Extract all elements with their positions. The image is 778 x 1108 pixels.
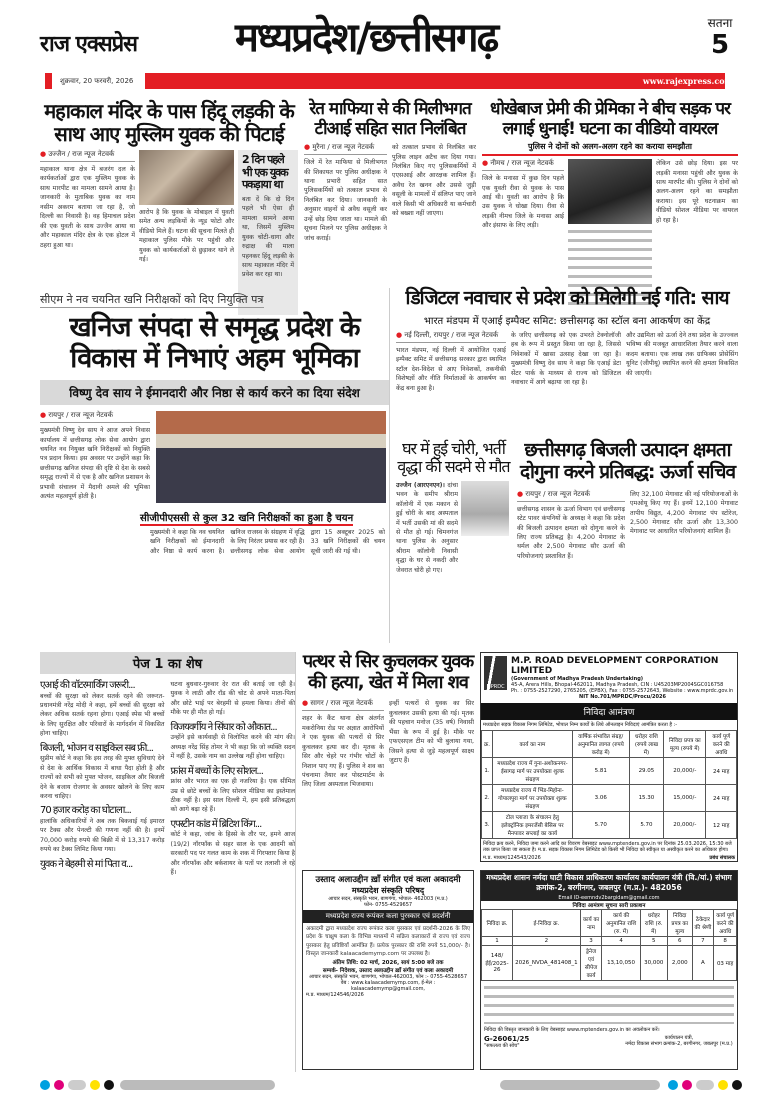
registration-mark-cyan bbox=[668, 1080, 678, 1090]
continued-item[interactable]: फ्रांस में बच्चों के लिए सोशल... फ्रांस और भारत का एक ही नजरिया है। एक सीमित उम्र से छोटे बच्चों के लिए सोशल मीडिया का इस्तेमाल ठीक नहीं है। इस साल दिल्ली में, हम इसी प्रतिबद्धता को आगे बढ़ा रहे हैं। bbox=[170, 765, 295, 814]
table-cell: A bbox=[692, 946, 714, 981]
table-cell: मध्यप्रदेश राज्य में गुना-अशोकनगर-ईसागढ़ मार्ग पर उपयोक्ता शुल्क संग्रहण bbox=[492, 758, 572, 785]
headline: खनिज संपदा से समृद्ध प्रदेश के विकास में निभाएं अहम भूमिका bbox=[69, 312, 360, 375]
table-cell: ड्रेनेज एवं सीपेज कार्य bbox=[580, 946, 602, 981]
table-cell: 03 माह bbox=[714, 946, 737, 981]
table-cell: 4 bbox=[602, 937, 640, 946]
headline: पत्थर से सिर कुचलकर युवक की हत्या, खेत में मिला शव bbox=[302, 651, 474, 693]
story-body: दांचा भवन के समीप श्रीराम कॉलोनी में एक मकान से हुई चोरी के बाद अस्पताल में भर्ती उसकी मां की सदमे से मौत हो गई। चिमनगंज थाना पुलिस के अनुसार श्रीराम कॉलोनी निवासी वृद्धा के घर से नकदी और जेवरात चोरी हो गए। bbox=[396, 481, 458, 574]
news-photo bbox=[139, 150, 234, 205]
table-cell: 5.70 bbox=[629, 812, 664, 839]
registration-mark-cyan bbox=[40, 1080, 50, 1090]
story-body-continued: के जरिए छत्तीसगढ़ को एक उभरते टेक्नोलॉजी हब के रूप में प्रस्तुत किया जा रहा है, जिससे निवेशकों में खासा उत्साह देखा जा रहा है। मुख्यमंत्री विष्णु देव साय ने कहा कि एआई डेटा सेंटर पार्क के माध्यम से राज्य को डिजिटल नवाचार में आगे बढ़ाया जा रहा है। bbox=[511, 331, 621, 387]
ad-ref: G-26061/25 bbox=[484, 1035, 530, 1043]
ad-contact-address: आचार सदन, संस्कृति भवन, बाणगंगा, भोपाल-462003, फोन :- 0755-4528657 bbox=[308, 974, 468, 980]
ad-mprdc[interactable] bbox=[480, 652, 738, 862]
table-cell: 12 माह bbox=[706, 812, 737, 839]
ad-signatory: प्रबंध संचालक bbox=[709, 855, 735, 861]
headline: रेत माफिया से की मिलीभगत टीआई सहित सात निलंबित bbox=[309, 99, 471, 139]
ad-contact: सम्पर्क- निदेशक, उस्ताद अलाउद्दीन ख़ाँ संगीत एवं कला अकादमी bbox=[322, 968, 454, 974]
ad-notice: निविदा आमंत्रण सूचना सारी प्रकाशन bbox=[572, 903, 646, 909]
ad-subtitle: (Government of Madhya Pradesh Undertaking) bbox=[511, 676, 644, 682]
subheadline: पुलिस ने दोनों को अलग-अलग रहने का कराया समझौता bbox=[482, 141, 738, 156]
byline: ● रायपुर / राज न्यूज नेटवर्क bbox=[40, 411, 150, 423]
ad-body: अकादमी द्वारा मध्यप्रदेश राज्य रूपंकर कला पुरस्कार एवं प्रदर्शनी-2026 के लिए प्रदेश के चाक्षुष कला के विभिन्न माध्यमों में सक्रिय कलाकारों से राज्य एवं राज्य पुरस्कार हेतु प्रविष्टियाँ आमंत्रित हैं। प्रत्येक पुरस्कार की राशि रुपये 51,000/- है। विस्तृत जानकारी kalaacademymp.com पर उपलब्ध है। bbox=[306, 926, 470, 957]
issue-date: शुक्रवार, 20 फरवरी, 2026 bbox=[60, 77, 134, 85]
story-body: भारत मंडपम, नई दिल्ली में आयोजित एआई इम्पैक्ट समिट में छत्तीसगढ़ सरकार द्वारा स्थापित स्टॉल देश-विदेश से आए निवेशकों, तकनीकी विशेषज्ञों और नीति निर्माताओं के आकर्षण का केंद्र बना हुआ है। bbox=[396, 346, 506, 392]
headline: धोखेबाज प्रेमी की प्रेमिका ने बीच सड़क पर लगाई धुनाई! घटना का वीडियो वायरल bbox=[490, 99, 730, 139]
ad-ref: म.प्र. माध्यम/124543/2026 bbox=[483, 855, 541, 861]
sidebox-title: 2 दिन पहले भी एक युवक पकड़ाया था bbox=[242, 153, 288, 192]
headline: डिजिटल नवाचार से प्रदेश को मिलेगी नई गति: साय bbox=[405, 287, 729, 309]
registration-mark-black bbox=[732, 1080, 742, 1090]
table-cell: 2 bbox=[513, 937, 581, 946]
story-body: छत्तीसगढ़ शासन के ऊर्जा विभाग एवं छत्तीसगढ़ स्टेट पावर कंपनियों के अध्यक्ष ने कहा कि प्रदेश की बिजली उत्पादन क्षमता को दोगुना करने के लिए राज्य प्रतिबद्ध है। 4,200 मेगावाट के थर्मल और 2,500 मेगावाट सौर ऊर्जा की परियोजनाएं प्रस्तावित हैं। bbox=[517, 505, 625, 560]
story-body: जिले के मनासा में कुछ दिन पहले एक युवती रीवा से युवक के पास आई थी। युवती का आरोप है कि उस युवक ने धोखा दिया। रीवा से लड़की नीमच जिले के मनासा आई और इंसाफ के लिए लड़ी। bbox=[482, 175, 564, 230]
table-cell: कार्य का नाम bbox=[580, 910, 602, 937]
story-power bbox=[517, 440, 738, 600]
ad-slogan: "सफलता की सोच" bbox=[484, 1043, 520, 1049]
table-cell: कार्य की अनुमानित राशि (रु. में) bbox=[602, 910, 640, 937]
table-cell: 2,000 bbox=[667, 946, 692, 981]
ad-deadline: अंतिम तिथि: 02 मार्च, 2026, सायं 5:00 बजे तक bbox=[332, 960, 444, 966]
byline: ● नई दिल्ली, रायपुर / राज न्यूज नेटवर्क bbox=[396, 331, 506, 343]
registration-bar bbox=[120, 1080, 275, 1090]
ad-title: मध्यप्रदेश शासन नर्मदा घाटी विकास प्राधिकरण कार्यालय कार्यपालन यंत्री (वि./यां.) संभाग क्रमांक-2, बरगीनगर, जबलपुर (म.प्र.)- 482056 bbox=[481, 871, 737, 895]
story-mining bbox=[40, 288, 390, 643]
ad-signatory: कार्यपालन यंत्री, bbox=[664, 1035, 694, 1041]
table-cell: निविदा प्रपत्र का मूल्य (रुपये में) bbox=[664, 731, 706, 758]
story-body-continued-2: और उद्यमिता को ऊर्जा देने तथा प्रदेश के उज्ज्वल भविष्य की मजबूत आधारशिला तैयार करने वाला कदम बताया। एक लाख तक ग्राफिक्स प्रोसेसिंग यूनिट (जीपीयू) स्थापित करने की क्षमता विकसित की जाएगी। bbox=[626, 331, 738, 377]
byline: ● उज्जैन / राज न्यूज नेटवर्क bbox=[40, 150, 135, 162]
ad-office: नर्मदा विकास संभाग क्रमांक-2, बरगीनगर, जबलपुर (म.प्र.) bbox=[625, 1041, 733, 1047]
ad-banner: मध्यप्रदेश राज्य रूपंकर कला पुरस्कार एवं प्रदर्शनी bbox=[303, 910, 473, 923]
table-cell: ठेकेदार की श्रेणी bbox=[692, 910, 714, 937]
table-cell: 3. bbox=[482, 812, 493, 839]
table-cell: क्र. bbox=[482, 731, 493, 758]
table-cell: धरोहर राशि (रु. में) bbox=[640, 910, 667, 937]
registration-mark-magenta bbox=[682, 1080, 692, 1090]
registration-mark-yellow bbox=[718, 1080, 728, 1090]
newspaper-brand: राज एक्सप्रेस bbox=[40, 32, 137, 57]
ad-body: निविदा की विस्तृत जानकारी के लिए वेबसाइट www.mptenders.gov.in का अवलोकन करें। bbox=[484, 1027, 660, 1033]
story-sand-mafia bbox=[304, 100, 476, 313]
table-cell: 15.30 bbox=[629, 785, 664, 812]
continued-item[interactable]: विजयवर्गीय ने सिंघार को औकात... उन्होंने इसे कार्यवाही से विलोपित करने की मांग की। अध्यक्ष नरेंद्र सिंह तोमर ने भी कहा कि जो व्यक्ति सदन में नहीं है, उसके नाम का उल्लेख नहीं होना चाहिए। bbox=[170, 721, 295, 761]
table-cell: कार्य पूर्ण करने की अवधि bbox=[706, 731, 737, 758]
table-cell: धरोहर राशि (रुपये लाख में) bbox=[629, 731, 664, 758]
website-link[interactable]: www.rajexpress.com bbox=[642, 76, 733, 86]
page-number: 5 bbox=[710, 30, 730, 60]
subheadline: विष्णु देव साय ने ईमानदारी और निष्ठा से कार्य करने का दिया संदेश bbox=[40, 380, 389, 405]
text-lines bbox=[484, 984, 734, 1024]
ad-banner: निविदा आमंत्रण bbox=[481, 703, 737, 720]
ad-ref: म.प्र. माध्यम/124546/2026 bbox=[306, 992, 364, 998]
story-body-continued: लिए 32,100 मेगावाट की नई परियोजनाओं के एमओयू किए गए हैं। इनमें 12,100 मेगावाट तापीय विद्युत, 4,200 मेगावाट पंप स्टोरेज, 2,500 मेगावाट सौर ऊर्जा और 13,300 मेगावाट पर आधारित परियोजनाएं शामिल हैं। bbox=[630, 490, 738, 536]
registration-mark-yellow bbox=[90, 1080, 100, 1090]
table-row bbox=[482, 758, 737, 785]
story-body: महाकाल थाना क्षेत्र में बजरंग दल के कार्यकर्ताओं द्वारा एक मुस्लिम युवक के साथ मारपीट का मामला सामने आया है। जानकारी के मुताबिक युवक का नाम नसीम अकरम बताया जा रहा है, जो दिल्ली का निवासी है। वह हिमाचल प्रदेश की एक युवती के साथ उज्जैन आया था और महाकाल मंदिर क्षेत्र के एक होटल में ठहरा हुआ था। bbox=[40, 166, 135, 249]
kicker: सीएम ने नव चयनित खनि निरीक्षकों को दिए नियुक्ति पत्र bbox=[40, 293, 264, 306]
continued-item[interactable]: एआई की वॉटरमार्किंग जरूरी... बच्चों की सुरक्षा को लेकर सतर्क रहने की जरूरत- प्रधानमंत्री नरेंद्र मोदी ने कहा, हमें बच्चों की सुरक्षा को लेकर अधिक सतर्क रहना होगा। एआई स्पेस भी बच्चों के लिए सुरक्षित और परिवारों के मार्गदर्शन में विकसित होना चाहिए। bbox=[40, 680, 165, 738]
byline: ● सागर / राज न्यूज नेटवर्क bbox=[302, 699, 384, 711]
table-cell: 2. bbox=[482, 785, 493, 812]
table-cell: 3.06 bbox=[572, 785, 629, 812]
table-cell: 6 bbox=[667, 937, 692, 946]
table-cell: 24 माह bbox=[706, 785, 737, 812]
continued-item[interactable]: 70 हजार करोड़ का घोटाला... हालांकि अधिकारियों ने अब तक बिकवाई गई इमारत पर टैक्स और पेनल्टी की गणना नहीं की है। इनमें 70,000 करोड़ रुपये की बिक्री में से 13,317 करोड़ रुपये का टैक्स लिमिट किया गया। bbox=[40, 805, 165, 854]
sidebox-body: बता दें कि दो दिन पहले भी ऐसा ही मामला सामने आया था, जिसमें मुस्लिम युवक चोटी-धागा और रुद्राक्ष की माला पहनकर हिंदू लड़की के साथ महाकाल मंदिर में प्रवेश कर रहा था। bbox=[242, 195, 294, 279]
continued-item[interactable]: एपस्टीन कांड में ब्रिटिश किंग... कोर्ट ने कहा, जांच के हिस्से के तौर पर, हमने आज (19/2) नॉरफॉक से सहर साल के एक आदमी को सरकारी पद पर गलत काम के शक में गिरफ्तार किया है और नॉरफॉक और बर्कशायर के पतों पर तलाशी ले रहे हैं। bbox=[170, 818, 295, 877]
registration-mark-black bbox=[104, 1080, 114, 1090]
photo-caption: सीजीपीएससी से कुल 32 खनि निरीक्षकों का हुआ है चयन bbox=[140, 510, 353, 526]
table-cell: 29.05 bbox=[629, 758, 664, 785]
header-red-bar bbox=[45, 73, 725, 89]
table-cell: निविदा प्रपत्र का मूल्य bbox=[667, 910, 692, 937]
table-cell: 20,000/- bbox=[664, 758, 706, 785]
edition-name: सतना bbox=[707, 16, 733, 30]
continued-item[interactable]: युवक ने बेहरमी से मां पिता व... घटना बुधवार-गुरुवार देर रात की बताई जा रही है। युवक ने लाठी और रॉड की चोट से अपने माता-पिता और छोटे भाई पर बेरहमी से हमला किया। तीनों की मौके पर ही मौत हो गई। bbox=[40, 681, 295, 870]
story-digital bbox=[396, 288, 738, 426]
table-cell: 5.81 bbox=[572, 758, 629, 785]
table-row bbox=[482, 812, 737, 839]
table-cell: मध्यप्रदेश राज्य में भिंड-मिहोना-गोपालपुरा मार्ग पर उपयोक्ता शुल्क संग्रहण bbox=[492, 785, 572, 812]
story-theft bbox=[396, 440, 511, 621]
story-body-continued: आरोप है कि युवक के मोबाइल में युवती समेत अन्य लड़कियों के न्यूड फोटो और वीडियो मिले हैं। घटना की सूचना मिलते ही महाकाल पुलिस मौके पर पहुंची और युवक को कार्यकर्ताओं से छुड़ाकर थाने ले गई। bbox=[139, 209, 234, 264]
continued-item[interactable]: बिजली, भोजन व साइकिल सब फ्री... सुप्रीम कोर्ट ने कहा कि इस तरह की मुफ्त सुविधाएं देने से देश के आर्थिक विकास में बाधा पैदा होती है और राज्यों को सभी को मुफ्त भोजन, साइकिल और बिजली देने के बजाय रोजगार के अवसर खोलने के लिए काम करना चाहिए। bbox=[40, 742, 165, 800]
story-murder bbox=[302, 652, 474, 854]
nit-number: NIT No.701/MPRDC/Procu/2026 bbox=[579, 694, 666, 700]
table-cell: 30,000 bbox=[640, 946, 667, 981]
table-cell: निविदा क्र. bbox=[482, 910, 513, 937]
continued-section bbox=[40, 652, 296, 1072]
ad-title: उस्ताद अलाउद्दीन ख़ाँ संगीत एवं कला अकादमी bbox=[315, 875, 461, 885]
subheadline: भारत मंडपम में एआई इम्पैक्ट समिट: छत्तीसगढ़ का स्टॉल बना आकर्षण का केंद्र bbox=[423, 315, 711, 327]
table-cell: 1. bbox=[482, 758, 493, 785]
story-body: मुख्यमंत्री विष्णु देव साय ने आज अपने निवास कार्यालय में छत्तीसगढ़ लोक सेवा आयोग द्वारा चयनित नव नियुक्त खनि निरीक्षकों को नियुक्ति पत्र प्रदान किया। इस अवसर पर उन्होंने कहा कि छत्तीसगढ़ खनिज संपदा की दृष्टि से देश के सबसे समृद्ध राज्यों में से एक है और खनिज प्रशासन के प्रभावी संचालन में मैदानी अमले की भूमिका अत्यंत महत्वपूर्ण होती है। bbox=[40, 427, 150, 501]
table-cell: 13,10,050 bbox=[602, 946, 640, 981]
table-cell: 5.70 bbox=[572, 812, 629, 839]
byline: ● मुरैना / राज न्यूज नेटवर्क bbox=[304, 143, 387, 155]
dateline: उज्जैन (आरएनएन)। bbox=[396, 481, 445, 489]
news-photo bbox=[568, 159, 652, 224]
table-cell: कार्य पूर्ण करने की अवधि bbox=[714, 910, 737, 937]
byline: ● नीमच / राज न्यूज नेटवर्क bbox=[482, 159, 564, 171]
table-cell: टोल प्लाजा के संचालन हेतु इलेक्ट्रॉनिक इमरजेंसी बेसिस पर मैनपावर सप्लाई का कार्य bbox=[492, 812, 572, 839]
tender-table bbox=[481, 909, 737, 981]
table-cell: 148/ईई/2025-26 bbox=[482, 946, 513, 981]
table-cell: कार्य का नाम bbox=[492, 731, 572, 758]
story-mahakal bbox=[40, 100, 298, 315]
table-cell: 5 bbox=[640, 937, 667, 946]
ad-web[interactable]: वेब : www.kalaacademymp.com, ई-मेल : kalaacademymp@gmail.com, bbox=[340, 980, 436, 992]
tender-table bbox=[481, 730, 737, 839]
registration-bar bbox=[500, 1080, 660, 1090]
table-cell: 3 bbox=[580, 937, 602, 946]
ad-note: निविदा क्रय करने, निविदा जमा करने आदि का विवरण वेबसाइट www.mptenders.gov.in पर दिनांक 25.03.2026, 15:30 बजे तक प्राप्त किया जा सकता है। म.प्र. सड़क विकास निगम लिमिटेड को किसी भी निविदा को स्वीकृत या अस्वीकृत करने का अधिकार होगा। bbox=[483, 841, 732, 853]
story-body-continued: मुख्यमंत्री ने कहा कि नव चयनित खनि निरीक्षकों को ईमानदारी और निष्ठा से कार्य करना है। खनिज राजस्व के संग्रहण में वृद्धि के लिए निरंतर प्रयास कर रही है। छत्तीसगढ़ लोक सेवा आयोग द्वारा 15 अक्टूबर 2025 को 33 खनि निरीक्षकों की चयन सूची जारी की गई थी। bbox=[150, 529, 385, 555]
table-cell: 8 bbox=[714, 937, 737, 946]
headline: घर में हुई चोरी, भर्ती वृद्धा की सदमे से मौत bbox=[397, 439, 510, 477]
story-body: जिले में रेत माफिया से मिलीभगत की शिकायत पर पुलिस अधीक्षक ने थाना प्रभारी सहित सात पुलिसकर्मियों को तत्काल प्रभाव से निलंबित कर दिया। जानकारी के अनुसार वाहनों से अवैध वसूली कर उन्हें छोड़ दिया जाता था। मामले की सूचना मिलने पर पुलिस अधीक्षक ने जांच कराई। bbox=[304, 159, 387, 242]
section-masthead: मध्यप्रदेश/छत्तीसगढ़ bbox=[235, 15, 498, 61]
registration-mark-gray bbox=[696, 1080, 714, 1090]
story-body-continued: को तत्काल प्रभाव से निलंबित कर पुलिस लाइन अटैच कर दिया गया। निलंबित किए गए पुलिसकर्मियों में एएसआई और आरक्षक शामिल हैं। अवैध रेत खनन और उससे जुड़ी वसूली के मामलों में संलिप्त पाए जाने वाले किसी भी अधिकारी या कर्मचारी को बख्शा नहीं जाएगा। bbox=[392, 144, 476, 218]
table-cell: 24 माह bbox=[706, 758, 737, 785]
group-photo bbox=[156, 411, 386, 503]
ad-address: आचार सदन, संस्कृति भवन, बाणगंगा, भोपाल- 462003 (म.प्र.) bbox=[328, 896, 448, 902]
victim-photo bbox=[461, 481, 509, 536]
ad-address: 45-A, Arera Hills, Bhopal-462011, Madhya Pradesh, CIN : U45203MP2004SGC016758 bbox=[511, 682, 724, 688]
ad-narmada[interactable] bbox=[480, 870, 738, 1070]
section-title: पेज 1 का शेष bbox=[40, 652, 295, 674]
registration-mark-gray bbox=[68, 1080, 86, 1090]
story-body: शहर के कैंट थाना क्षेत्र अंतर्गत मकरोनिया रोड पर अज्ञात आरोपियों ने एक युवक की पत्थरों से सिर कुचलकर हत्या कर दी। मृतक के सिर और चेहरे पर गंभीर चोटों के निशान पाए गए हैं। पुलिस ने शव का पंचनामा तैयार कर पोस्टमार्टम के लिए जिला अस्पताल भिजवाया। bbox=[302, 715, 384, 789]
table-cell: वार्षिक संभावित संग्रह/अनुमानित लागत (रुपये करोड़ में) bbox=[572, 731, 629, 758]
table-cell: 15,000/- bbox=[664, 785, 706, 812]
story-body-continued: लेकिन उसे छोड़ दिया। इस पर लड़की मनासा पहुंची और युवक के साथ मारपीट की। पुलिस ने दोनों को अलग-अलग रहने का समझौता कराया। इस पूरे घटनाक्रम का वीडियो सोशल मीडिया पर वायरल हो रहा है। bbox=[656, 160, 738, 224]
table-cell: 7 bbox=[692, 937, 714, 946]
ad-email: Email ID-eemndv2bargidam@gmail.com bbox=[481, 895, 737, 901]
ad-intro: मध्यप्रदेश सड़क विकास निगम लिमिटेड, भोपाल निम्न कार्यों के लिये ऑनलाइन निविदाएं आमंत्रित करता है :- bbox=[483, 722, 678, 728]
ad-contact: Ph. : 0755-2527290, 2765205, (EPBX), Fax : 0755-2572643, Website : www.mprdc.gov.in bbox=[511, 688, 734, 694]
mprdc-logo: MPRDC bbox=[484, 656, 507, 690]
story-body-continued: इन्हीं पत्थरों से युवक का सिर कुचलकर उसकी हत्या की गई। मृतक की पहचान मनोज (35 वर्ष) निवासी भैंसा के रूप में हुई है। मौके पर एफएसएल टीम को भी बुलाया गया, जिसने हत्या से जुड़े महत्वपूर्ण साक्ष्य जुटाए हैं। bbox=[389, 700, 474, 764]
table-cell: 20,000/- bbox=[664, 812, 706, 839]
table-cell: 1 bbox=[482, 937, 513, 946]
table-cell: 2026_NVDA_481408_1 bbox=[513, 946, 581, 981]
headline: महाकाल मंदिर के पास हिंदू लड़की के साथ आए मुस्लिम युवक की पिटाई bbox=[44, 99, 294, 146]
headline: छत्तीसगढ़ बिजली उत्पादन क्षमता दोगुना करने प्रतिबद्ध: ऊर्जा सचिव bbox=[519, 439, 736, 483]
ad-kala-academy[interactable] bbox=[302, 870, 474, 1070]
ad-phone: फोन- 0755-4529657 bbox=[363, 902, 413, 908]
registration-mark-magenta bbox=[54, 1080, 64, 1090]
ad-subtitle: मध्यप्रदेश संस्कृति परिषद् bbox=[351, 886, 425, 895]
table-row bbox=[482, 785, 737, 812]
table-cell: ई-निविदा क्र. bbox=[513, 910, 581, 937]
byline: ● रायपुर / राज न्यूज नेटवर्क bbox=[517, 490, 625, 502]
ad-title: M.P. ROAD DEVELOPMENT CORPORATION LIMITED bbox=[511, 656, 719, 676]
